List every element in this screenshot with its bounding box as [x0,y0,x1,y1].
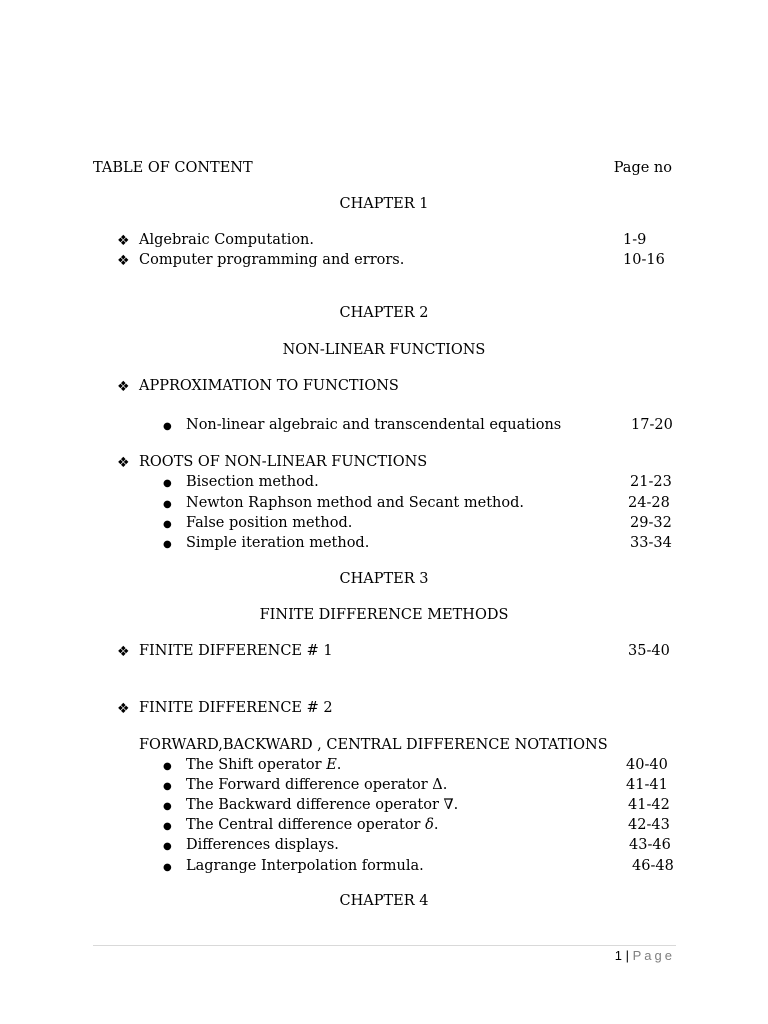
bullet-dot-icon: ● [163,421,172,432]
diamond-bullet-icon: ❖ [117,644,130,660]
toc-entry-label: The Central difference operator δ. [186,817,439,833]
forward-difference-symbol: Δ [432,777,443,793]
toc-entry-pages: 10-16 [623,252,665,268]
toc-entry-pages: 46-48 [632,858,674,874]
page-word: Page [632,948,675,963]
bullet-dot-icon: ● [163,821,172,832]
page-number: 1 [614,948,622,963]
central-difference-symbol: δ [425,817,434,833]
bullet-dot-icon: ● [163,519,172,530]
toc-entry-pages: 42-43 [628,817,670,833]
toc-entry-pages: 41-42 [628,797,670,813]
toc-entry-label: Newton Raphson method and Secant method. [186,495,524,511]
toc-entry-pages: 33-34 [630,535,672,551]
toc-entry-pages: 21-23 [630,474,672,490]
toc-entry-pages: 17-20 [631,417,673,433]
chapter-heading: CHAPTER 4 [339,893,429,909]
section-heading: ROOTS OF NON-LINEAR FUNCTIONS [139,454,428,470]
toc-entry-label: Bisection method. [186,474,319,490]
bullet-dot-icon: ● [163,761,172,772]
toc-entry-pages: 24-28 [628,495,670,511]
toc-title: TABLE OF CONTENT [93,160,253,176]
section-heading: APPROXIMATION TO FUNCTIONS [139,378,399,394]
diamond-bullet-icon: ❖ [117,701,130,717]
bullet-dot-icon: ● [163,499,172,510]
section-heading: FINITE DIFFERENCE # 1 [139,643,333,659]
page-no-heading: Page no [613,160,672,176]
bullet-dot-icon: ● [163,781,172,792]
toc-entry-pages: 40-40 [626,757,668,773]
toc-entry-pages: 43-46 [629,837,671,853]
footer-divider [93,945,676,946]
bullet-dot-icon: ● [163,862,172,873]
toc-entry-label: Non-linear algebraic and transcendental equations [186,417,562,433]
bullet-dot-icon: ● [163,841,172,852]
diamond-bullet-icon: ❖ [117,379,130,395]
chapter-heading: CHAPTER 1 [339,196,429,212]
toc-entry-label: Algebraic Computation. [139,232,315,248]
toc-entry-pages: 29-32 [630,515,672,531]
toc-entry-label: The Backward difference operator ∇. [186,797,459,813]
backward-difference-symbol: ∇ [443,797,454,813]
notations-heading: FORWARD,BACKWARD , CENTRAL DIFFERENCE NOTATIONS [139,737,608,753]
diamond-bullet-icon: ❖ [117,233,130,249]
shift-operator-symbol: E [326,757,337,773]
toc-entry-pages: 35-40 [628,643,670,659]
bullet-dot-icon: ● [163,478,172,489]
toc-entry-label: The Shift operator E. [186,757,342,773]
diamond-bullet-icon: ❖ [117,253,130,269]
bullet-dot-icon: ● [163,539,172,550]
diamond-bullet-icon: ❖ [117,455,130,471]
toc-entry-label: The Forward difference operator Δ. [186,777,448,793]
section-heading: FINITE DIFFERENCE # 2 [139,700,333,716]
toc-entry-pages: 41-41 [626,777,668,793]
footer-separator: | [625,948,629,963]
chapter-subtitle: NON-LINEAR FUNCTIONS [282,342,486,358]
toc-entry-label: Computer programming and errors. [139,252,405,268]
chapter-heading: CHAPTER 2 [339,305,429,321]
toc-entry-label: False position method. [186,515,353,531]
bullet-dot-icon: ● [163,801,172,812]
toc-entry-pages: 1-9 [623,232,647,248]
chapter-subtitle: FINITE DIFFERENCE METHODS [259,607,509,623]
toc-entry-label: Differences displays. [186,837,339,853]
page-footer [615,948,675,963]
toc-entry-label: Simple iteration method. [186,535,370,551]
chapter-heading: CHAPTER 3 [339,571,429,587]
toc-entry-label: Lagrange Interpolation formula. [186,858,424,874]
